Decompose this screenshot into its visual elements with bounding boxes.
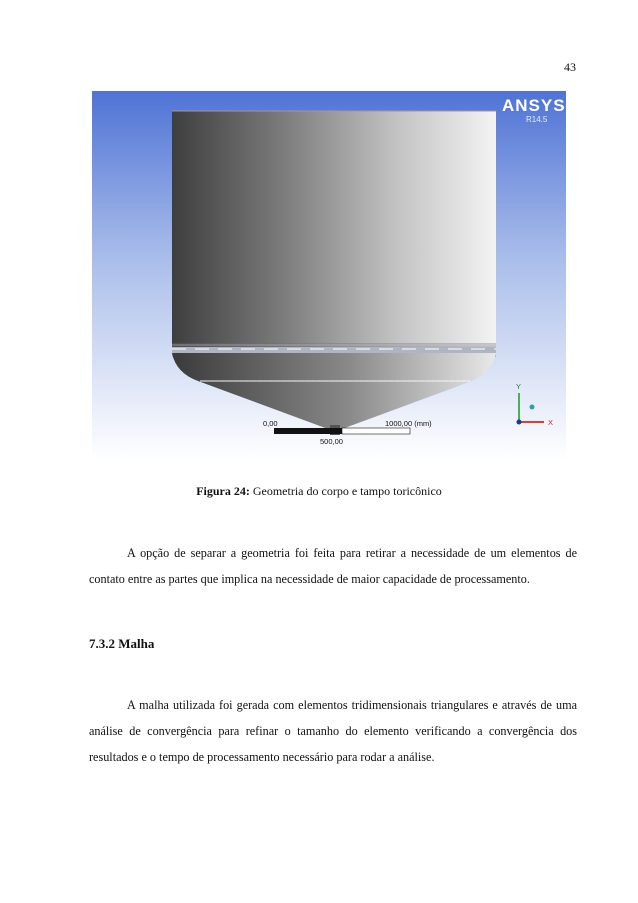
section-heading: 7.3.2 Malha: [89, 636, 155, 651]
caption-label: Figura 24:: [196, 484, 250, 498]
scale-label-left: 0,00: [263, 419, 278, 428]
page-number: 43: [564, 60, 576, 74]
ansys-logo: ANSYS: [502, 96, 566, 115]
caption-text: Geometria do corpo e tampo toricônico: [249, 484, 442, 498]
figure-caption: [0, 484, 638, 499]
cylinder-body: [172, 111, 496, 347]
paragraph-2-container: [89, 692, 577, 770]
axis-x-label: X: [548, 418, 554, 427]
ansys-geometry-figure: [92, 91, 566, 460]
paragraph-2: A malha utilizada foi gerada com elementos tridimensionais triangulares e através de uma análise de convergência para refinar o tamanho do elemento verificando a convergência dos resultados e o tempo de processamento necessário para rodar a análise.: [89, 698, 577, 764]
ansys-version: R14.5: [526, 115, 548, 124]
axis-y-label: Y: [516, 382, 522, 391]
scale-label-mid: 500,00: [320, 437, 343, 446]
paragraph-1-container: [89, 540, 577, 592]
scale-bar-black: [274, 428, 342, 434]
scale-bar-white: [342, 428, 410, 434]
paragraph-1: A opção de separar a geometria foi feita para retirar a necessidade de um elementos de contato entre as partes que implica na necessidade de maior capacidade de processamento.: [89, 546, 577, 586]
scale-label-right: 1000,00 (mm): [385, 419, 432, 428]
